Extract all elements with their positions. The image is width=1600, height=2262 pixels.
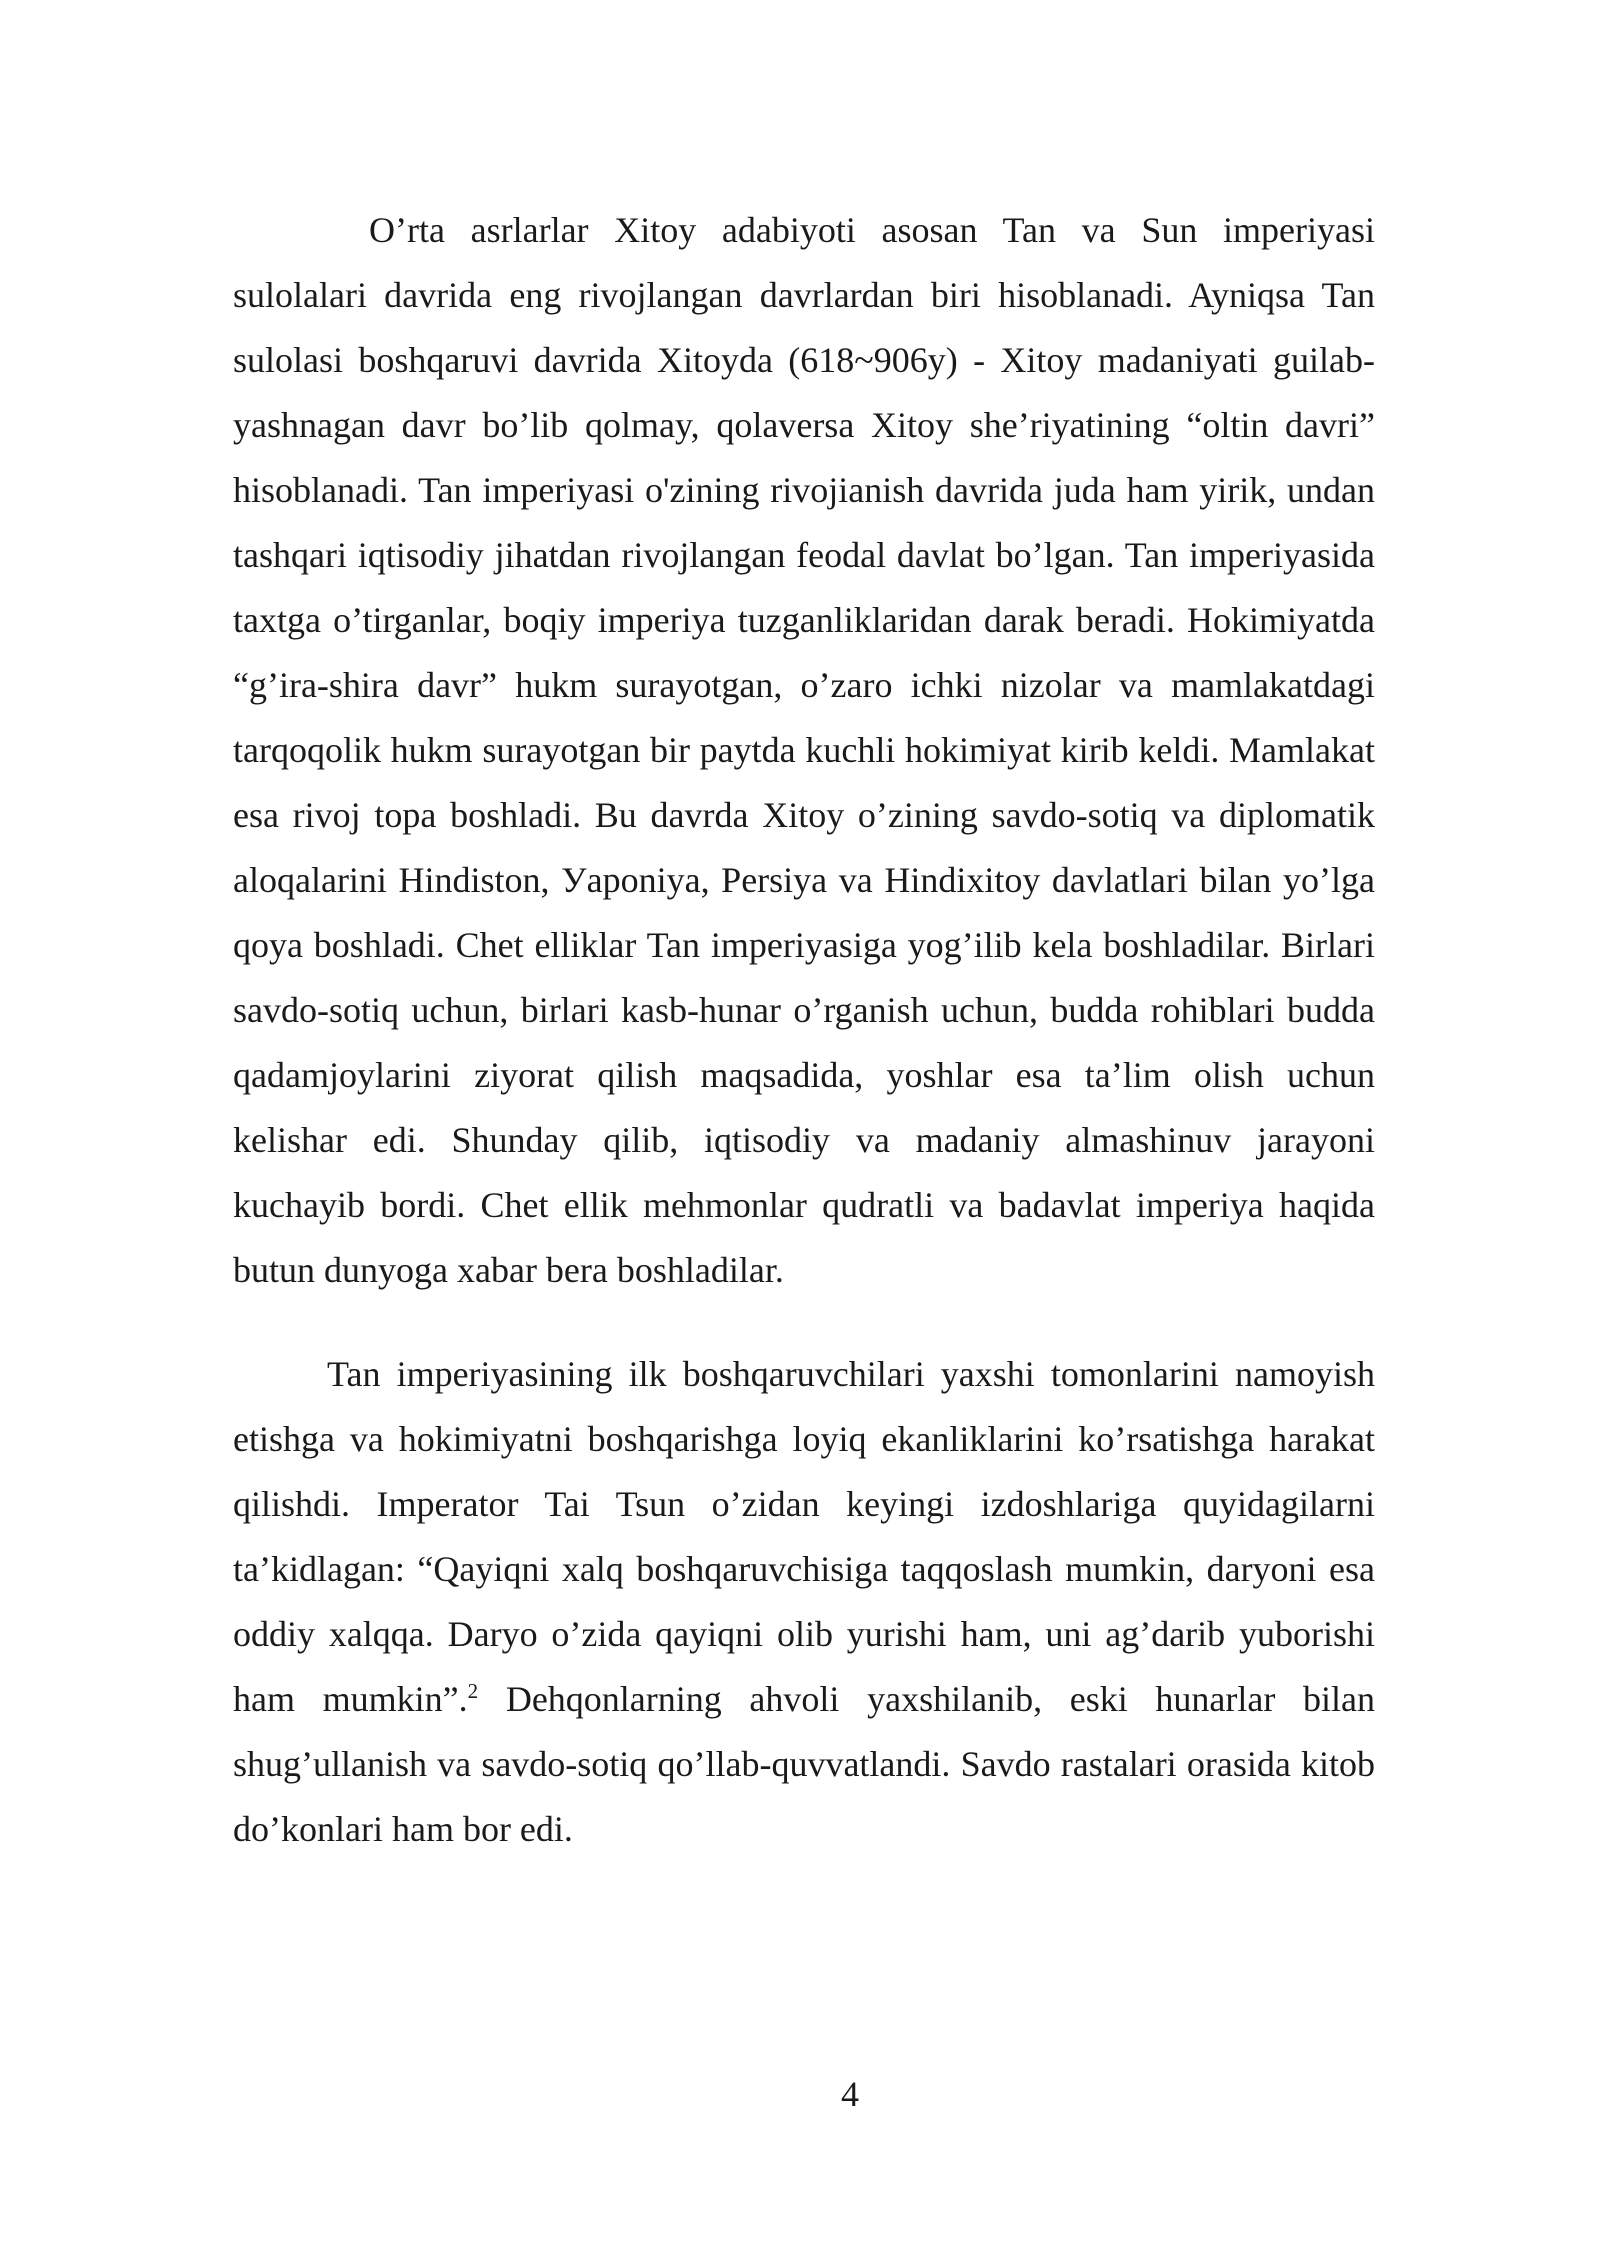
paragraph-tang-empire-literature: O’rta asrlarlar Xitoy adabiyoti asosan Tan va Sun imperiyasi sulolalari davrida eng rivojlangan davrlardan biri hisoblanadi. Ayniqsa Tan sulolasi boshqaruvi davrida Xitoyda (618~906y) - Xitoy madaniyati guilab-yashnagan davr bo’lib qolmay, qolaversa Xitoy she’riyatining “oltin davri” hisoblanadi. Tan imperiyasi o'zining rivojianish davrida juda ham yirik, undan tashqari iqtisodiy jihatdan rivojlangan feodal davlat bo’lgan. Tan imperiyasida taxtga o’tirganlar, boqiy imperiya tuzganliklaridan darak beradi. Hokimiyatda “g’ira-shira davr” hukm surayotgan, o’zaro ichki nizolar va mamlakatdagi tarqoqolik hukm surayotgan bir paytda kuchli hokimiyat kirib keldi. Mamlakat esa rivoj topa boshladi. Bu davrda Xitoy o’zining savdo-sotiq va diplomatik aloqalarini Hindiston, Уaponiya, Persiya va Hindixitoy davlatlari bilan yo’lga qoya boshladi. Chet elliklar Tan imperiyasiga yog’ilib kela boshladilar. Birlari savdo-sotiq uchun, birlari kasb-hunar o’rganish uchun, budda rohiblari budda qadamjoylarini ziyorat qilish maqsadida, yoshlar esa ta’lim olish uchun kelishar edi. Shunday qilib, iqtisodiy va madaniy almashinuv jarayoni kuchayib bordi. Chet ellik mehmonlar qudratli va badavlat imperiya haqida butun dunyoga xabar bera boshladilar.: [233, 210, 1375, 1290]
page-number: 4: [841, 2074, 859, 2114]
paragraph-tang-rulers: [233, 1342, 1375, 1862]
paragraph-text-before-footnote: Tan imperiyasining ilk boshqaruvchilari yaxshi tomonlarini namoyish etishga va hokimiyatni boshqarishga loyiq ekanliklarini ko’rsatishga harakat qilishdi. Imperator Tai Tsun o’zidan keyingi izdoshlariga quyidagilarni ta’kidlagan: “Qayiqni xalq boshqaruvchisiga taqqoslash mumkin, daryoni esa oddiy xalqqa. Daryo o’zida qayiqni olib yurishi ham, uni ag’darib yuborishi ham mumkin”.: [233, 1354, 1375, 1719]
footnote-reference[interactable]: 2: [467, 1679, 479, 1703]
body-text: [233, 198, 1375, 1862]
paragraph-text-after-footnote: Dehqonlarning ahvoli yaxshilanib, eski hunarlar bilan shug’ullanish va savdo-sotiq qo’llab-quvvatlandi. Savdo rastalari orasida kitob do’konlari ham bor edi.: [233, 1679, 1375, 1849]
